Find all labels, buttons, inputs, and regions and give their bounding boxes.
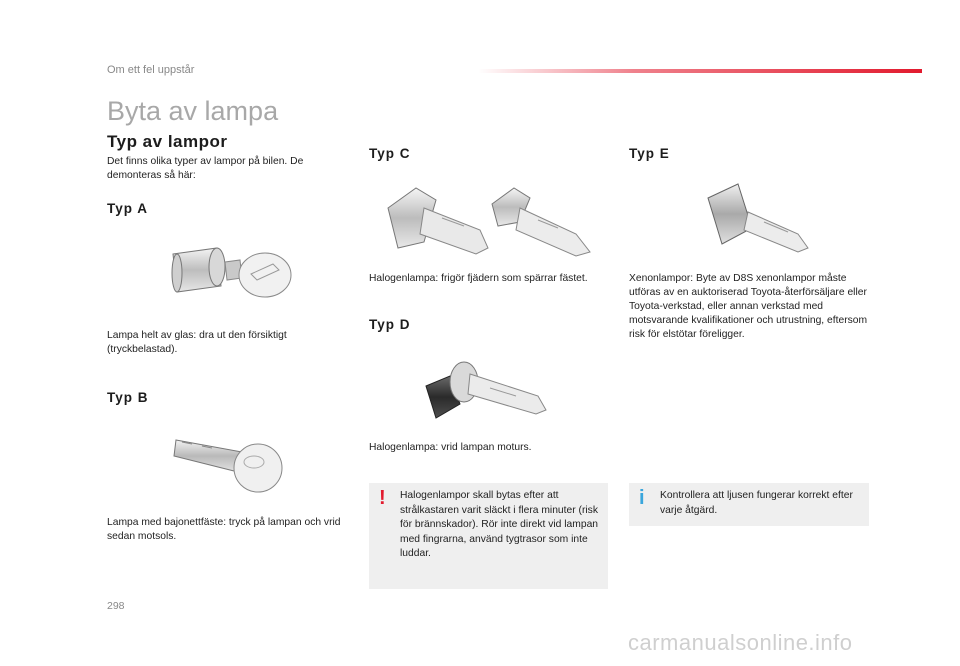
warning-note-text: Halogenlampor skall bytas efter att strålkastaren varit släckt i flera minuter (risk för brännskador). Rör inte direkt vid lampan med fingrarna, använd tygtrasor som inte luddar. xyxy=(400,490,599,559)
type-e-heading: Typ E xyxy=(629,146,670,161)
type-d-bulb-illustration xyxy=(420,352,555,428)
watermark: carmanualsonline.info xyxy=(628,630,853,655)
type-d-heading: Typ D xyxy=(369,317,411,332)
type-a-bulb-illustration xyxy=(165,240,295,306)
page-number: 298 xyxy=(107,600,125,612)
info-note xyxy=(629,483,869,526)
page-title: Byta av lampa xyxy=(107,96,279,126)
type-a-heading: Typ A xyxy=(107,201,148,216)
type-c-bulb-illustration xyxy=(380,178,600,260)
type-b-description: Lampa med bajonettfäste: tryck på lampan och vrid sedan motsols. xyxy=(107,517,341,542)
info-icon: i xyxy=(639,487,645,509)
type-e-bulb-illustration xyxy=(698,178,813,256)
type-e-description: Xenonlampor: Byte av D8S xenonlampor måste utföras av en auktoriserad Toyota-återförsäljare eller Toyota-verkstad, eller annan verkstad med motsvarande kvalifikationer och utrustning, eftersom risk för elstötar föreligger. xyxy=(629,273,868,340)
subtitle: Typ av lampor xyxy=(107,132,228,151)
type-c-description: Halogenlampa: frigör fjädern som spärrar fästet. xyxy=(369,273,588,284)
type-c-heading: Typ C xyxy=(369,146,411,161)
header-accent-line xyxy=(478,69,922,73)
type-b-bulb-illustration xyxy=(172,432,287,496)
type-b-heading: Typ B xyxy=(107,390,149,405)
type-d-description: Halogenlampa: vrid lampan moturs. xyxy=(369,442,532,453)
warning-note xyxy=(369,483,608,589)
section-label: Om ett fel uppstår xyxy=(107,64,195,76)
type-a-description: Lampa helt av glas: dra ut den försiktigt (tryckbelastad). xyxy=(107,330,287,355)
intro-text: Det finns olika typer av lampor på bilen. De demonteras så här: xyxy=(107,156,304,181)
info-note-text: Kontrollera att ljusen fungerar korrekt efter varje åtgärd. xyxy=(660,490,853,516)
exclamation-icon: ! xyxy=(379,487,386,509)
